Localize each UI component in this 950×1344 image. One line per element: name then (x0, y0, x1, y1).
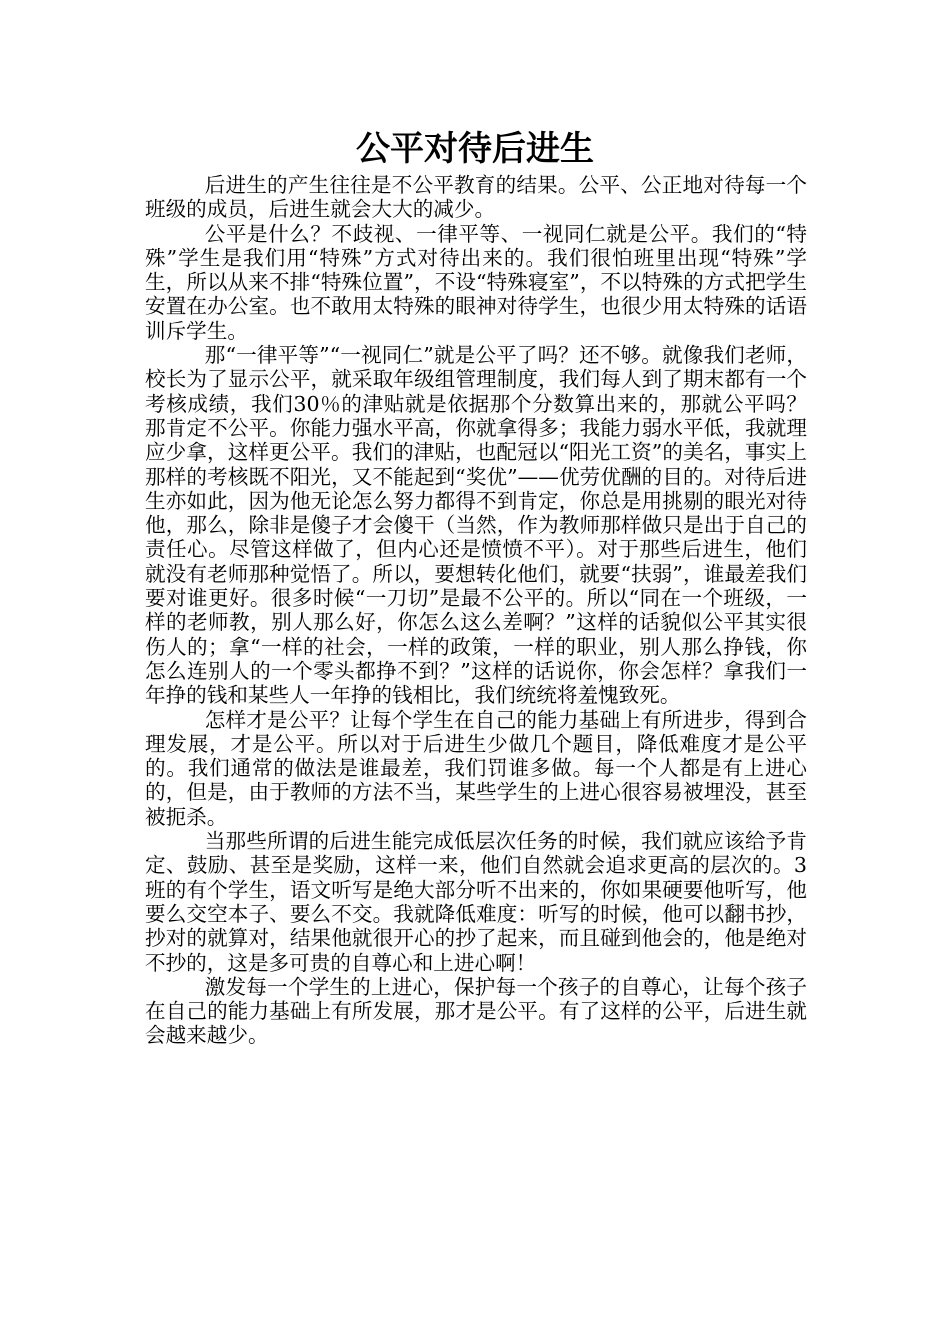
paragraph: 当那些所谓的后进生能完成低层次任务的时候，我们就应该给予肯定、鼓励、甚至是奖励，这样一来，他们自然就会追求更高的层次的。3班的有个学生，语文听写是绝大部分听不出来的，你如果硬要他听写，他要么交空本子、要么不交。我就降低难度：听写的时候，他可以翻书抄，抄对的就算对，结果他就很开心的抄了起来，而且碰到他会的，他是绝对不抄的，这是多可贵的自尊心和上进心啊！ (145, 829, 807, 975)
paragraph: 怎样才是公平？让每个学生在自己的能力基础上有所进步，得到合理发展，才是公平。所以对于后进生少做几个题目，降低难度才是公平的。我们通常的做法是谁最差，我们罚谁多做。每一个人都是有上进心的，但是，由于教师的方法不当，某些学生的上进心很容易被埋没，甚至被扼杀。 (145, 707, 807, 829)
paragraph: 激发每一个学生的上进心，保护每一个孩子的自尊心，让每个孩子在自己的能力基础上有所发展，那才是公平。有了这样的公平，后进生就会越来越少。 (145, 974, 807, 1048)
paragraph: 公平是什么？不歧视、一律平等、一视同仁就是公平。我们的“特殊”学生是我们用“特殊”方式对待出来的。我们很怕班里出现“特殊”学生，所以从来不排“特殊位置”，不设“特殊寝室”，不以特殊的方式把学生安置在办公室。也不敢用太特殊的眼神对待学生，也很少用太特殊的话语训斥学生。 (145, 221, 807, 343)
document-title: 公平对待后进生 (356, 129, 594, 169)
paragraph: 后进生的产生往往是不公平教育的结果。公平、公正地对待每一个班级的成员，后进生就会大大的减少。 (145, 173, 807, 222)
paragraph: 那“一律平等”“一视同仁”就是公平了吗？还不够。就像我们老师，校长为了显示公平，就采取年级组管理制度，我们每人到了期末都有一个考核成绩，我们30％的津贴就是依据那个分数算出来的，那就公平吗？那肯定不公平。你能力强水平高，你就拿得多；我能力弱水平低，我就理应少拿，这样更公平。我们的津贴，也配冠以“阳光工资”的美名，事实上那样的考核既不阳光，又不能起到“奖优”——优劳优酬的目的。对待后进生亦如此，因为他无论怎么努力都得不到肯定，你总是用挑剔的眼光对待他，那么，除非是傻子才会傻干（当然，作为教师那样做只是出于自己的责任心。尽管这样做了，但内心还是愤愤不平）。对于那些后进生，他们就没有老师那种觉悟了。所以，要想转化他们，就要“扶弱”，谁最差我们要对谁更好。很多时候“一刀切”是最不公平的。所以“同在一个班级，一样的老师教，别人那么好，你怎么这么差啊？”这样的话貌似公平其实很伤人的；拿“一样的社会，一样的政策，一样的职业，别人那么挣钱，你怎么连别人的一个零头都挣不到？”这样的话说你，你会怎样？拿我们一年挣的钱和某些人一年挣的钱相比，我们统统将羞愧致死。 (145, 343, 807, 708)
document-body (145, 173, 807, 1048)
